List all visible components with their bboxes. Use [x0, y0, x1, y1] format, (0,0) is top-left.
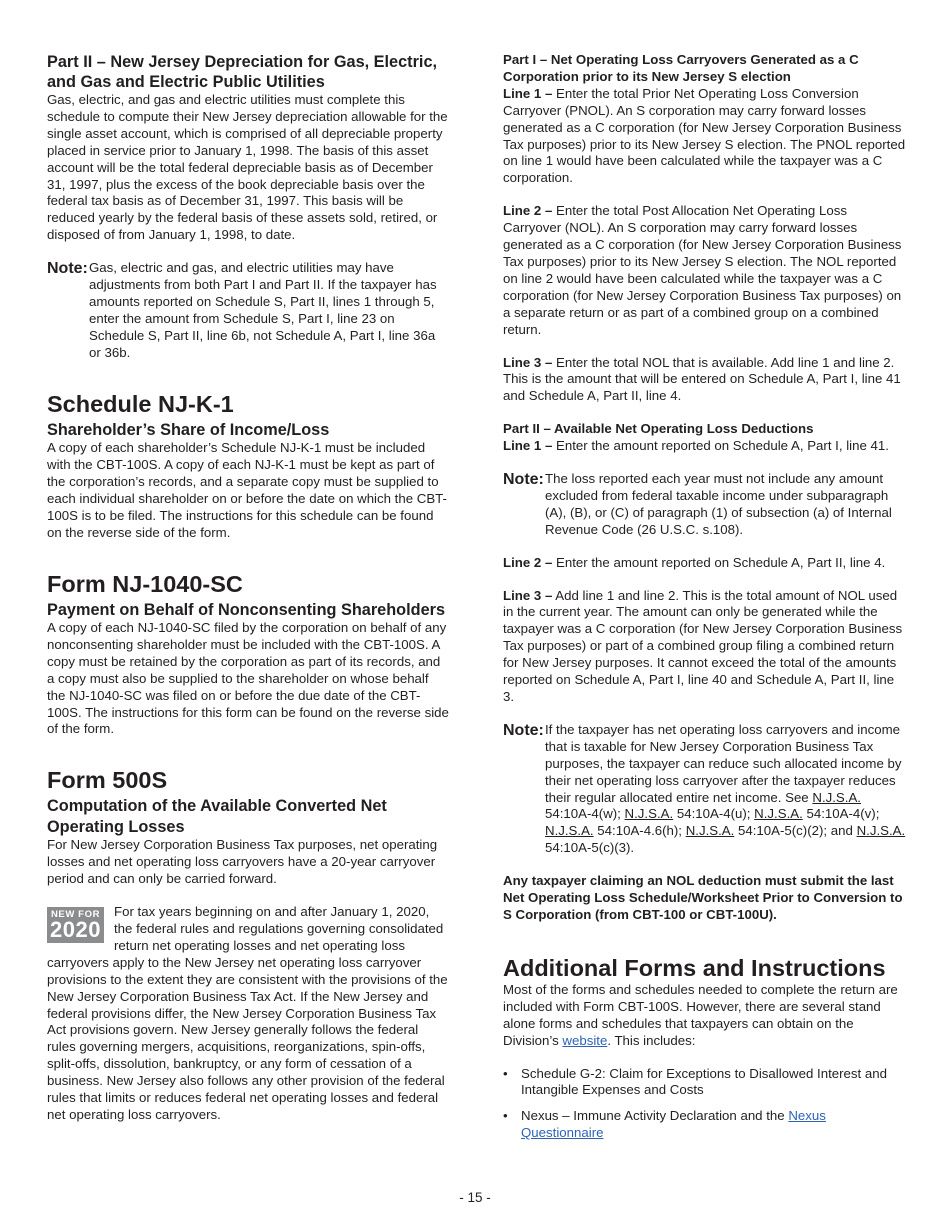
- note1-text: The loss reported each year must not include any amount excluded from federal taxable income under subparagraph (A), (B), or (C) of paragraph (1) of subsection (a) of Internal Revenue Code (26 U.S.C. s.108).: [545, 471, 892, 537]
- list-item-text: Schedule G-2: Claim for Exceptions to Disallowed Interest and Intangible Expenses and Costs: [521, 1065, 888, 1098]
- badge-line2: 2020: [50, 917, 101, 943]
- part2-line3-label: Line 3 –: [503, 587, 553, 603]
- part1-line1-text: Enter the total Prior Net Operating Loss Conversion Carryover (PNOL). An S corporation may carry forward losses generated as a C corporation (for New Jersey Corporation Business Tax purposes) prior to its New Jersey S election. The PNOL reported on line 1 would have been calculated while the taxpayer was a C corporation.: [503, 85, 906, 186]
- nol-carryover-note: [503, 722, 907, 857]
- schedule-nj-k1-subtitle: Shareholder’s Share of Income/Loss: [47, 420, 330, 439]
- utilities-note: [47, 260, 449, 361]
- citation-text: 54:10A-4(u);: [673, 806, 755, 822]
- additional-forms-section: [503, 954, 907, 1142]
- part1-line2: [503, 203, 907, 338]
- citation-text: 54:10A-4(w);: [545, 806, 625, 822]
- form-500s-intro: For New Jersey Corporation Business Tax purposes, net operating losses and net operating loss carryovers have a 20-year carryover period and can only be carried forward.: [47, 837, 438, 887]
- bullet-icon: •: [503, 1108, 508, 1124]
- form-nj-1040-sc-section: [47, 570, 449, 739]
- part2-depreciation-heading: Part II – New Jersey Depreciation for Gas, Electric, and Gas and Electric Public Utilities: [47, 53, 438, 91]
- form-500s-new-rules: For tax years beginning on and after January 1, 2020, the federal rules and regulations governing consolidated return net operating losses and net operating loss carryovers apply to the New Jersey net operating loss carryover provisions to the extent they are consistent with the provisions of the New Jersey Corporation Business Tax Act. If the New Jersey and federal provisions differ, the New Jersey Corporation Business Tax Act provisions govern. New Jersey generally follows the federal rules governing mergers, acquisitions, reorganizations, spin-offs, split-offs, dissolution, bankruptcy, or any form of cessation of a business. New Jersey also follows any other provision of the federal rules that limits or reduces federal net operating losses and federal net operating loss carryovers.: [47, 904, 448, 1122]
- list-item-text: Nexus – Immune Activity Declaration and the: [521, 1108, 789, 1124]
- part2-line1-label: Line 1 –: [503, 438, 553, 454]
- note2-label: Note:: [503, 721, 544, 739]
- schedule-nj-k1-title: Schedule NJ-K-1: [47, 390, 234, 417]
- note-text: Gas, electric and gas, and electric utilities may have adjustments from both Part I and Part II. If the taxpayer has amounts reported on Schedule S, Part II, lines 1 through 5, enter the amount from Schedule S, Part I, line 23 on Schedule S, Part II, line 6b, not Schedule A, Part I, line 36a or 36b.: [89, 260, 437, 360]
- part1-line2-label: Line 2 –: [503, 203, 553, 219]
- part1-line2-text: Enter the total Post Allocation Net Operating Loss Carryover (NOL). An S corporation may carry forward losses generated as a C corporation (for New Jersey Corporation Business Tax purposes) prior to its New Jersey S election. The NOL reported on line 2 would have been calculated while the taxpayer was a C corporation (for New Jersey Corporation Business Tax purposes) on a separate return or as part of a combined group on a combined return.: [503, 203, 902, 337]
- nol-schedule-notice: Any taxpayer claiming an NOL deduction must submit the last Net Operating Loss Schedule/Worksheet Prior to Conversion to S Corporation (from CBT-100 or CBT-100U).: [503, 873, 903, 922]
- njsa-citation: N.J.S.A.: [685, 823, 735, 839]
- form-nj-1040-sc-body: A copy of each NJ-1040-SC filed by the corporation on behalf of any nonconsenting shareholder must be included with the CBT-100S. A copy must be retained by the corporation as part of its records, and a copy must also be supplied to the shareholder on whose behalf the NJ-1040-SC was filed on or before the due date of the CBT-100S. The instructions for this form can be found on the reverse side of the form.: [47, 620, 449, 737]
- part1-line1: [503, 86, 907, 187]
- note2-text: [545, 722, 907, 857]
- left-column: [47, 52, 449, 1124]
- form-nj-1040-sc-title: Form NJ-1040-SC: [47, 570, 243, 597]
- new-for-2020-badge: [47, 907, 104, 943]
- nexus-questionnaire-link[interactable]: Nexus Questionnaire: [521, 1108, 826, 1141]
- njsa-citation: N.J.S.A.: [624, 806, 674, 822]
- part2-line2: [503, 555, 907, 572]
- part1-nol-heading: Part I – Net Operating Loss Carryovers Generated as a C Corporation prior to its New Jersey S election: [503, 52, 859, 84]
- part2-line3-text: Add line 1 and line 2. This is the total amount of NOL used in the current year. The amount can only be generated while the taxpayer was a C corporation (for New Jersey Corporation Business Tax purposes) or part of a combined group filing a combined return for New Jersey purposes. It cannot exceed the total of the amounts reported on Schedule A, Part I, line 40 and Schedule A, Part II, line 3.: [503, 587, 903, 704]
- part2-line3: [503, 588, 907, 706]
- page-number: - 15 -: [459, 1190, 491, 1205]
- part2-depreciation-body: Gas, electric, and gas and electric utilities must complete this schedule to compute their New Jersey depreciation allowable for the single asset account, which is comprised of all depreciable property placed in service prior to January 1, 1998. The basis of this asset account will be the total federal depreciable basis as of December 31, 1997, plus the excess of the book depreciable basis over the federal tax basis as of December 31, 1997. This basis will be reduced yearly by the federal basis of these assets sold, retired, or disposed of from January 1, 1998, to date.: [47, 92, 448, 243]
- form-500s-subtitle: Computation of the Available Converted Net Operating Losses: [47, 797, 387, 836]
- list-item-schedule-g2: [503, 1066, 907, 1100]
- citation-text: 54:10A-4(v);: [802, 806, 880, 822]
- part2-line1-text: Enter the amount reported on Schedule A, Part I, line 41.: [552, 438, 889, 454]
- part2-line2-label: Line 2 –: [503, 554, 553, 570]
- schedule-nj-k1-body: A copy of each shareholder’s Schedule NJ-K-1 must be included with the CBT-100S. A copy of each NJ-K-1 must be kept as part of the corporation’s records, and a separate copy must be supplied to each individual shareholder on or before the date on which the CBT-100S is to be filed. The instructions for this schedule can be found on the reverse side of the form.: [47, 440, 447, 540]
- part1-line3-label: Line 3 –: [503, 354, 553, 370]
- form-500s-new-for-2020: [47, 904, 449, 1124]
- additional-forms-list: [503, 1066, 907, 1143]
- loss-exclusion-note: [503, 471, 907, 539]
- citation-text: 54:10A-4.6(h);: [593, 823, 686, 839]
- form-500s-section: [47, 766, 449, 1124]
- bullet-icon: •: [503, 1065, 508, 1081]
- list-item-nexus: [503, 1108, 907, 1142]
- part2-line1: [503, 438, 907, 455]
- form-nj-1040-sc-subtitle: Payment on Behalf of Nonconsenting Shareholders: [47, 600, 446, 619]
- njsa-citation: N.J.S.A.: [545, 823, 594, 839]
- badge-line1: NEW FOR: [50, 909, 101, 921]
- additional-forms-body-text: Most of the forms and schedules needed to complete the return are included with Form CBT-100S. However, there are several stand alone forms and schedules that taxpayers can obtain on the Division’s: [503, 981, 898, 1048]
- right-column: [503, 52, 907, 1151]
- njsa-citation: N.J.S.A.: [812, 789, 861, 805]
- part2-nol-heading: Part II – Available Net Operating Loss Deductions: [503, 421, 814, 437]
- website-link[interactable]: website: [562, 1032, 608, 1048]
- note1-label: Note:: [503, 471, 544, 489]
- note2-text-intro: If the taxpayer has net operating loss carryovers and income that is taxable for New Jersey Corporation Business Tax purposes, the taxpayer can reduce such allocated income by their net operating loss carryover after the taxpayer reduces their regular allocated entire net income. See: [545, 721, 902, 805]
- njsa-citation: N.J.S.A.: [856, 823, 906, 839]
- note-label: Note:: [47, 260, 88, 278]
- additional-forms-body-end: . This includes:: [607, 1032, 696, 1048]
- part1-line3-text: Enter the total NOL that is available. Add line 1 and line 2. This is the amount that will be entered on Schedule A, Part I, line 41 and Schedule A, Part II, line 4.: [503, 354, 901, 404]
- part2-line2-text: Enter the amount reported on Schedule A, Part II, line 4.: [552, 554, 886, 570]
- citation-text: 54:10A-5(c)(2); and: [734, 823, 857, 839]
- part1-line3: [503, 355, 907, 406]
- form-500s-title: Form 500S: [47, 767, 168, 794]
- schedule-nj-k1-section: [47, 390, 449, 542]
- citation-text: 54:10A-5(c)(3).: [545, 840, 635, 856]
- additional-forms-title: Additional Forms and Instructions: [503, 954, 886, 981]
- njsa-citation: N.J.S.A.: [754, 806, 803, 822]
- additional-forms-body: [503, 982, 907, 1050]
- part1-line1-label: Line 1 –: [503, 85, 553, 101]
